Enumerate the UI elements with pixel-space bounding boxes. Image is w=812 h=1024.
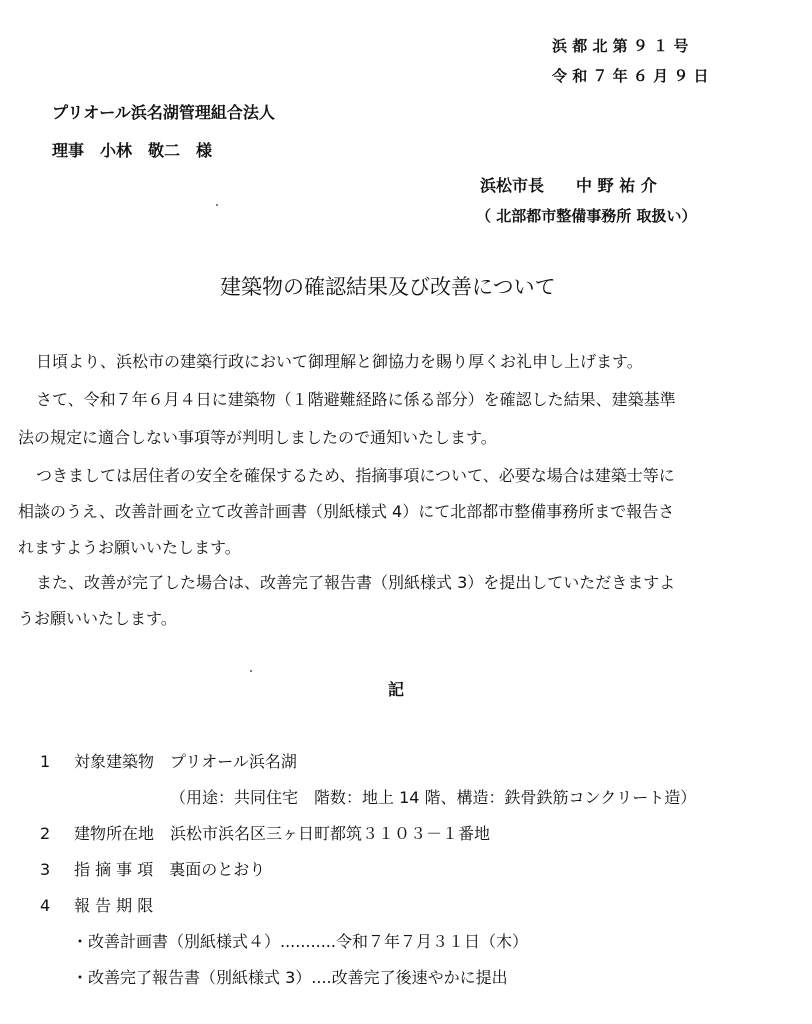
body-paragraph-3-line-1: つきましては居住者の安全を確保するため、指摘事項について、必要な場合は建築士等に [36, 466, 675, 485]
item-3 [40, 860, 265, 880]
document-title: 建築物の確認結果及び改善について [220, 275, 556, 299]
item-4-number: 4 [40, 896, 51, 915]
item-4-deadline-completion: ・改善完了報告書（別紙様式 3）....改善完了後速やかに提出 [72, 968, 508, 987]
item-1-number: 1 [40, 752, 51, 771]
item-1-detail: （用途：共同住宅 階数：地上 14 階、構造：鉄骨鉄筋コンクリート造） [170, 788, 697, 807]
document-date: 令 和 ７ 年 ６ 月 ９ 日 [552, 67, 709, 85]
body-paragraph-2-line-2: 法の規定に適合しない事項等が判明しましたので通知いたします。 [18, 428, 497, 447]
item-3-number: 3 [40, 860, 51, 879]
item-2 [40, 824, 490, 844]
recipient-organization: プリオール浜名湖管理組合法人 [52, 103, 275, 122]
body-paragraph-2-line-1: さて、令和７年６月４日に建築物（１階避難経路に係る部分）を確認した結果、建築基準 [36, 390, 676, 409]
sender-name: 浜松市長 中 野 祐 介 [480, 176, 657, 195]
item-3-text: 指 摘 事 項 裏面のとおり [74, 860, 266, 879]
body-paragraph-4-line-2: うお願いいたします。 [18, 609, 177, 628]
body-paragraph-3-line-2: 相談のうえ、改善計画を立て改善計画書（別紙様式 4）にて北部都市整備事務所まで報告さ [18, 502, 675, 521]
body-paragraph-3-line-3: れますようお願いいたします。 [18, 538, 241, 557]
recipient-person: 理事 小林 敬二 様 [52, 141, 213, 160]
body-paragraph-4-line-1: また、改善が完了した場合は、改善完了報告書（別紙様式 3）を提出していただきますよ [36, 573, 676, 592]
body-paragraph-1: 日頃より、浜松市の建築行政において御理解と御協力を賜り厚くお礼申し上げます。 [36, 352, 643, 371]
scan-speck [216, 204, 218, 206]
item-4 [40, 896, 153, 916]
item-1 [40, 752, 297, 772]
item-2-number: 2 [40, 824, 51, 843]
item-4-deadline-plan: ・改善計画書（別紙様式４）...........令和７年７月３１日（木） [72, 932, 528, 951]
scan-speck [250, 670, 252, 672]
item-1-text: 対象建築物 プリオール浜名湖 [74, 752, 297, 771]
document-number: 浜 都 北 第 ９ １ 号 [552, 37, 689, 55]
ki-heading: 記 [388, 680, 405, 699]
sender-department: （ 北部都市整備事務所 取扱い） [476, 207, 697, 225]
item-2-text: 建物所在地 浜松市浜名区三ヶ日町都筑３１０３－１番地 [74, 824, 491, 843]
item-4-text: 報 告 期 限 [74, 896, 154, 915]
